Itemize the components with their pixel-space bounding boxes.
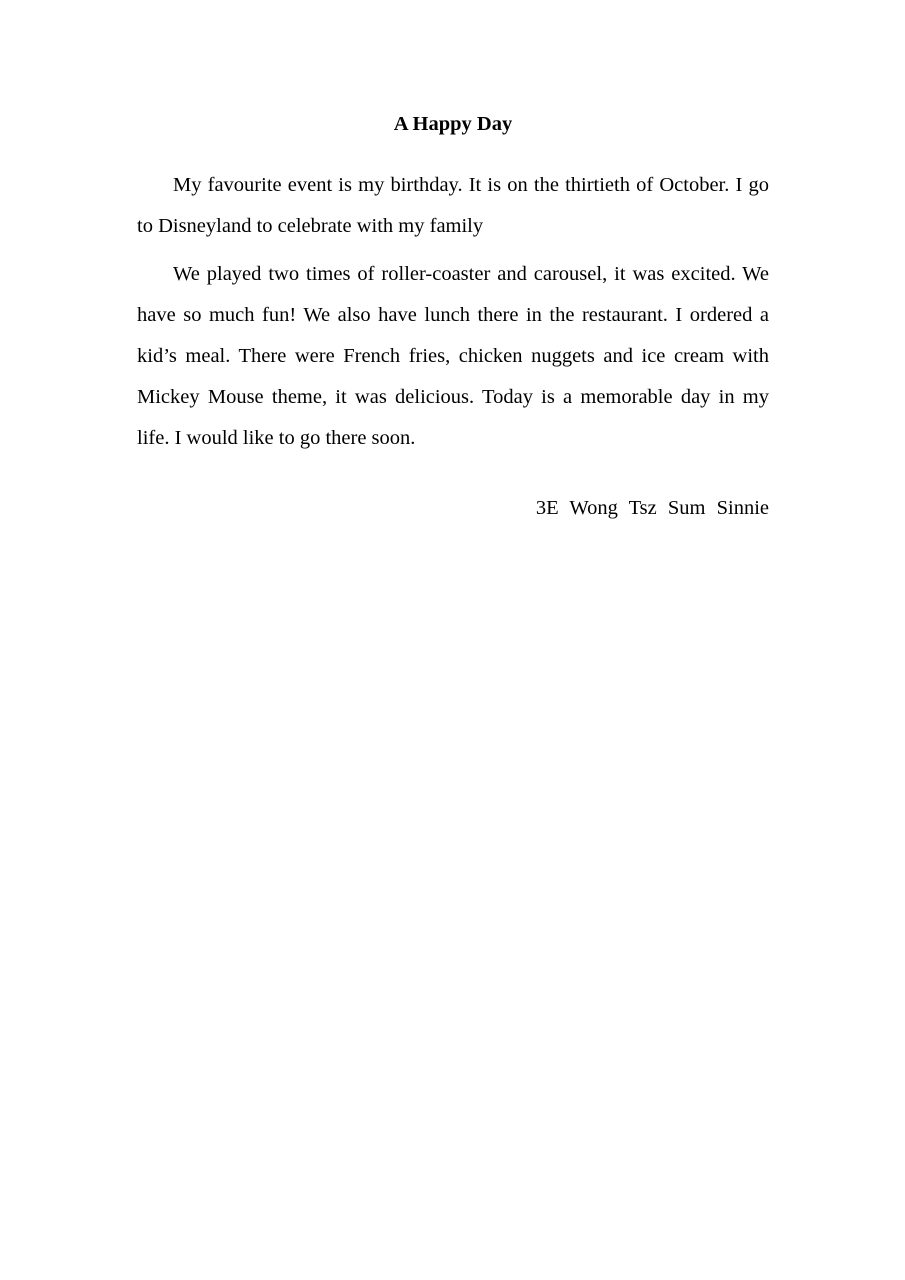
paragraph-2: We played two times of roller-coaster and carousel, it was excited. We have so much fun! We also have lunch there in the restaurant. I ordered a kid’s meal. There were French fries, chicken nuggets and ice cream with Mickey Mouse theme, it was delicious. Today is a memorable day in my life. I would like to go there soon. [137,263,769,449]
document-title: A Happy Day [393,113,513,135]
author-signature: 3E Wong Tsz Sum Sinnie [535,497,769,519]
paragraph-1: My favourite event is my birthday. It is on the thirtieth of October. I go to Disneyland to celebrate with my family [137,174,769,237]
